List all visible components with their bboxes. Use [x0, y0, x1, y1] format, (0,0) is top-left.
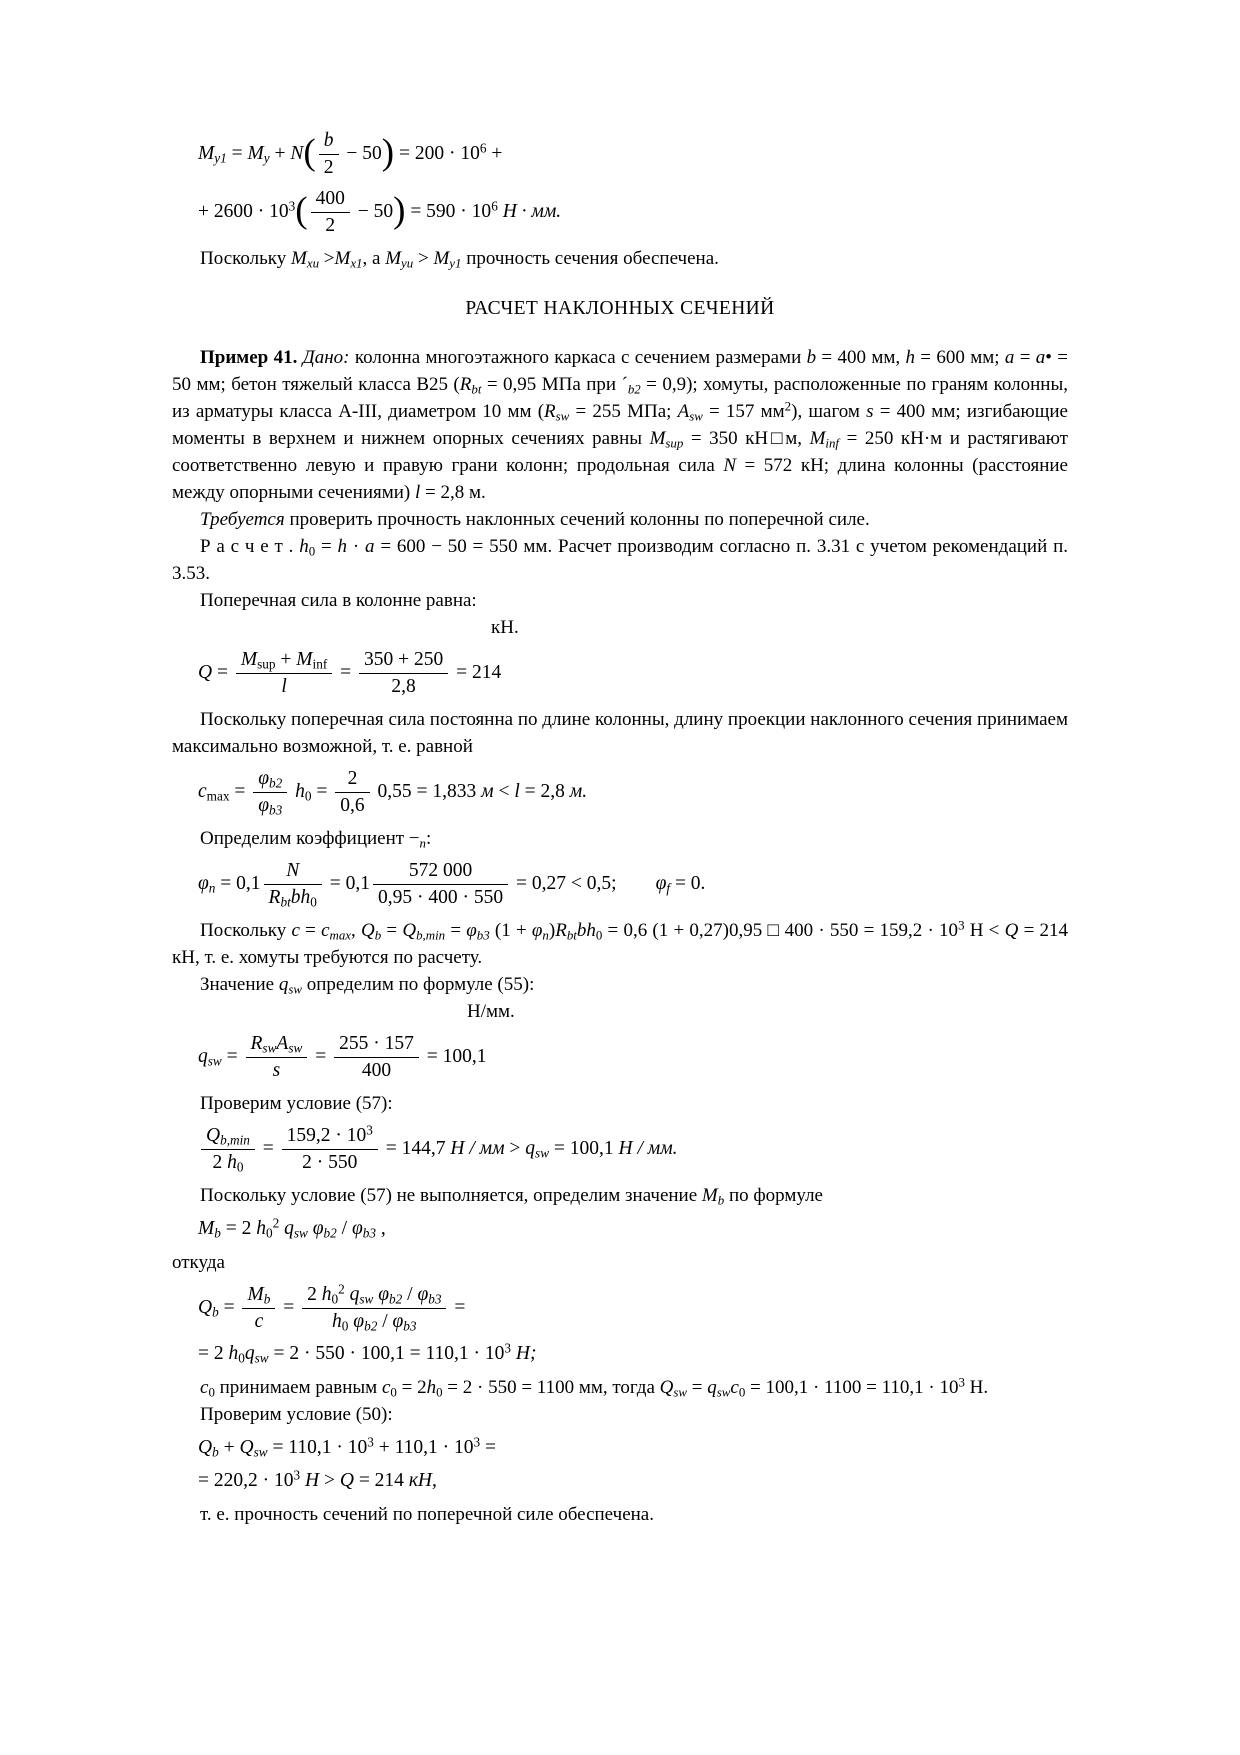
unit-label-nmm: Н/мм.	[467, 1001, 515, 1022]
formula-my1-line2: + $2600 \cdot 10^3$( $\frac{400}{2}$ − $50) = 590 \cdot 10^6$ Н · мм.	[198, 188, 562, 236]
section-heading: РАСЧЕТ НАКЛОННЫХ СЕЧЕНИЙ	[465, 298, 775, 319]
paragraph-raschet: Р а с ч е т . h0 = h · a = 600 − 50 = 550 мм. Расчет производим согласно п. 3.31 с учетом рекомендаций п. 3.53.	[172, 536, 1068, 584]
formula-my1-line1: My1 = My + N( $\frac{b}{2}$ − $50) = 200 \cdot 10^6$ +	[198, 130, 503, 178]
paragraph-check-57: Проверим условие (57):	[200, 1093, 393, 1114]
paragraph-otkuda: откуда	[172, 1252, 225, 1273]
unit-label-kn: кН.	[491, 617, 519, 638]
paragraph-check-50: Проверим условие (50):	[200, 1404, 393, 1425]
paragraph-znachenie-qsw: Значение qsw определим по формуле (55):	[200, 974, 535, 997]
paragraph-qb-min: Поскольку c = cmax, Qb = Qb,min = φb3 (1 + φn)Rbtbh0 = 0,6 (1 + 0,27)0,95 □ $400 \cdot 550 = 159,2 \cdot 10^3$ Н < Q = 214 кН, т. е. хомуты требуются по расчету.	[172, 917, 1068, 968]
formula-qb-plus-qsw: Qb + Qsw = $110,1 \cdot 10^3 + 110,1 \cdot 10^3$ =	[198, 1434, 496, 1460]
paragraph-projection: Поскольку поперечная сила постоянна по длине колонны, длину проекции наклонного сечения принимаем максимально возможной, т. е. равной	[172, 709, 1068, 757]
paragraph-condition-57: Поскольку условие (57) не выполняется, определим значение Mb по формуле	[200, 1185, 823, 1208]
formula-qbmin-check: $\frac{Qb,\min}{2 h0}$ = $\frac{159,2 \cdot 10^3}{2 \cdot 550}$ = 144,7 Н / мм > qsw = 100,1 Н / мм.	[198, 1124, 1068, 1175]
formula-mb: Mb = 2 $h0^2$ qsw φb2 / φb3 ,	[198, 1215, 386, 1241]
paragraph-shear-force: Поперечная сила в колонне равна:	[200, 590, 477, 611]
paragraph-c0: c0 принимаем равным c0 = 2h0 = 2 · 550 = 1100 мм, тогда Qsw = qswc0 = $100,1 \cdot 1100 = 110,1 \cdot 10^3$ Н.	[200, 1374, 989, 1400]
formula-2h0qsw: = 2 $h0qsw = 2 \cdot 550 \cdot 100,1 = 110,1 \cdot 10^3$ Н;	[198, 1340, 537, 1366]
formula-cmax: cmax = $\frac{\varphi b2}{\varphi b3}$ h0 = $\frac{2}{0,6}$ 0,55 = 1,833 м < l = 2,8 м.	[198, 768, 588, 818]
paragraph-strength-ensured: Поскольку Mxu >Mx1, а Myu > My1 прочность сечения обеспечена.	[200, 248, 719, 271]
formula-qb: Qb = $\frac{Mb}{c}$ = $\frac{2 h0^2 qsw \varphi b2 / \varphi b3}{h0 \varphi b2 / \varphi b3}$ =	[198, 1281, 466, 1334]
paragraph-conclusion: т. е. прочность сечений по поперечной силе обеспечена.	[200, 1504, 654, 1525]
formula-q: Q = $\frac{\text{Msup + Minf}}{l}$ = $\frac{350 + 250}{2,8}$ = 214	[198, 649, 502, 697]
formula-qsw: qsw = $\frac{\text{RswAsw}}{s}$ = $\frac{255 \cdot 157}{400}$ = 100,1	[198, 1033, 487, 1081]
paragraph-coefficient: Определим коэффициент −n:	[200, 828, 432, 851]
formula-result: = $220,2 \cdot 10^3$ Н > Q = 214 кН,	[198, 1467, 437, 1491]
paragraph-example-41: Пример 41. Дано: колонна многоэтажного каркаса с сечением размерами b = 400 мм, h = 600 мм; a = a• = 50 мм; бетон тяжелый класса В25 (Rbt = 0,95 МПа при ´b2 = 0,9); хомуты, расположенные по граням колонны, из арматуры класса А-III, диаметром 10 мм (Rsw = 255 МПа; Asw = 157 $мм^2$), шагом s = 400 мм; изгибающие моменты в верхнем и нижнем опорных сечениях равны Msup = 350 кН□м, Minf = 250 кН·м и растягивают соответственно левую и правую грани колонн; продольная сила N = 572 кН; длина колонны (расстояние между опорными сечениями) l = 2,8 м.	[172, 347, 1068, 503]
formula-phi-n: φn = 0,1 $\frac{N}{\text{Rbtbh0}}$ = 0,1 $\frac{572 000}{0,95 \cdot 400 \cdot 550}$ = 0,27 < 0,5; φf = 0.	[198, 860, 706, 910]
paragraph-trebuetsya: Требуется проверить прочность наклонных сечений колонны по поперечной силе.	[200, 509, 870, 530]
